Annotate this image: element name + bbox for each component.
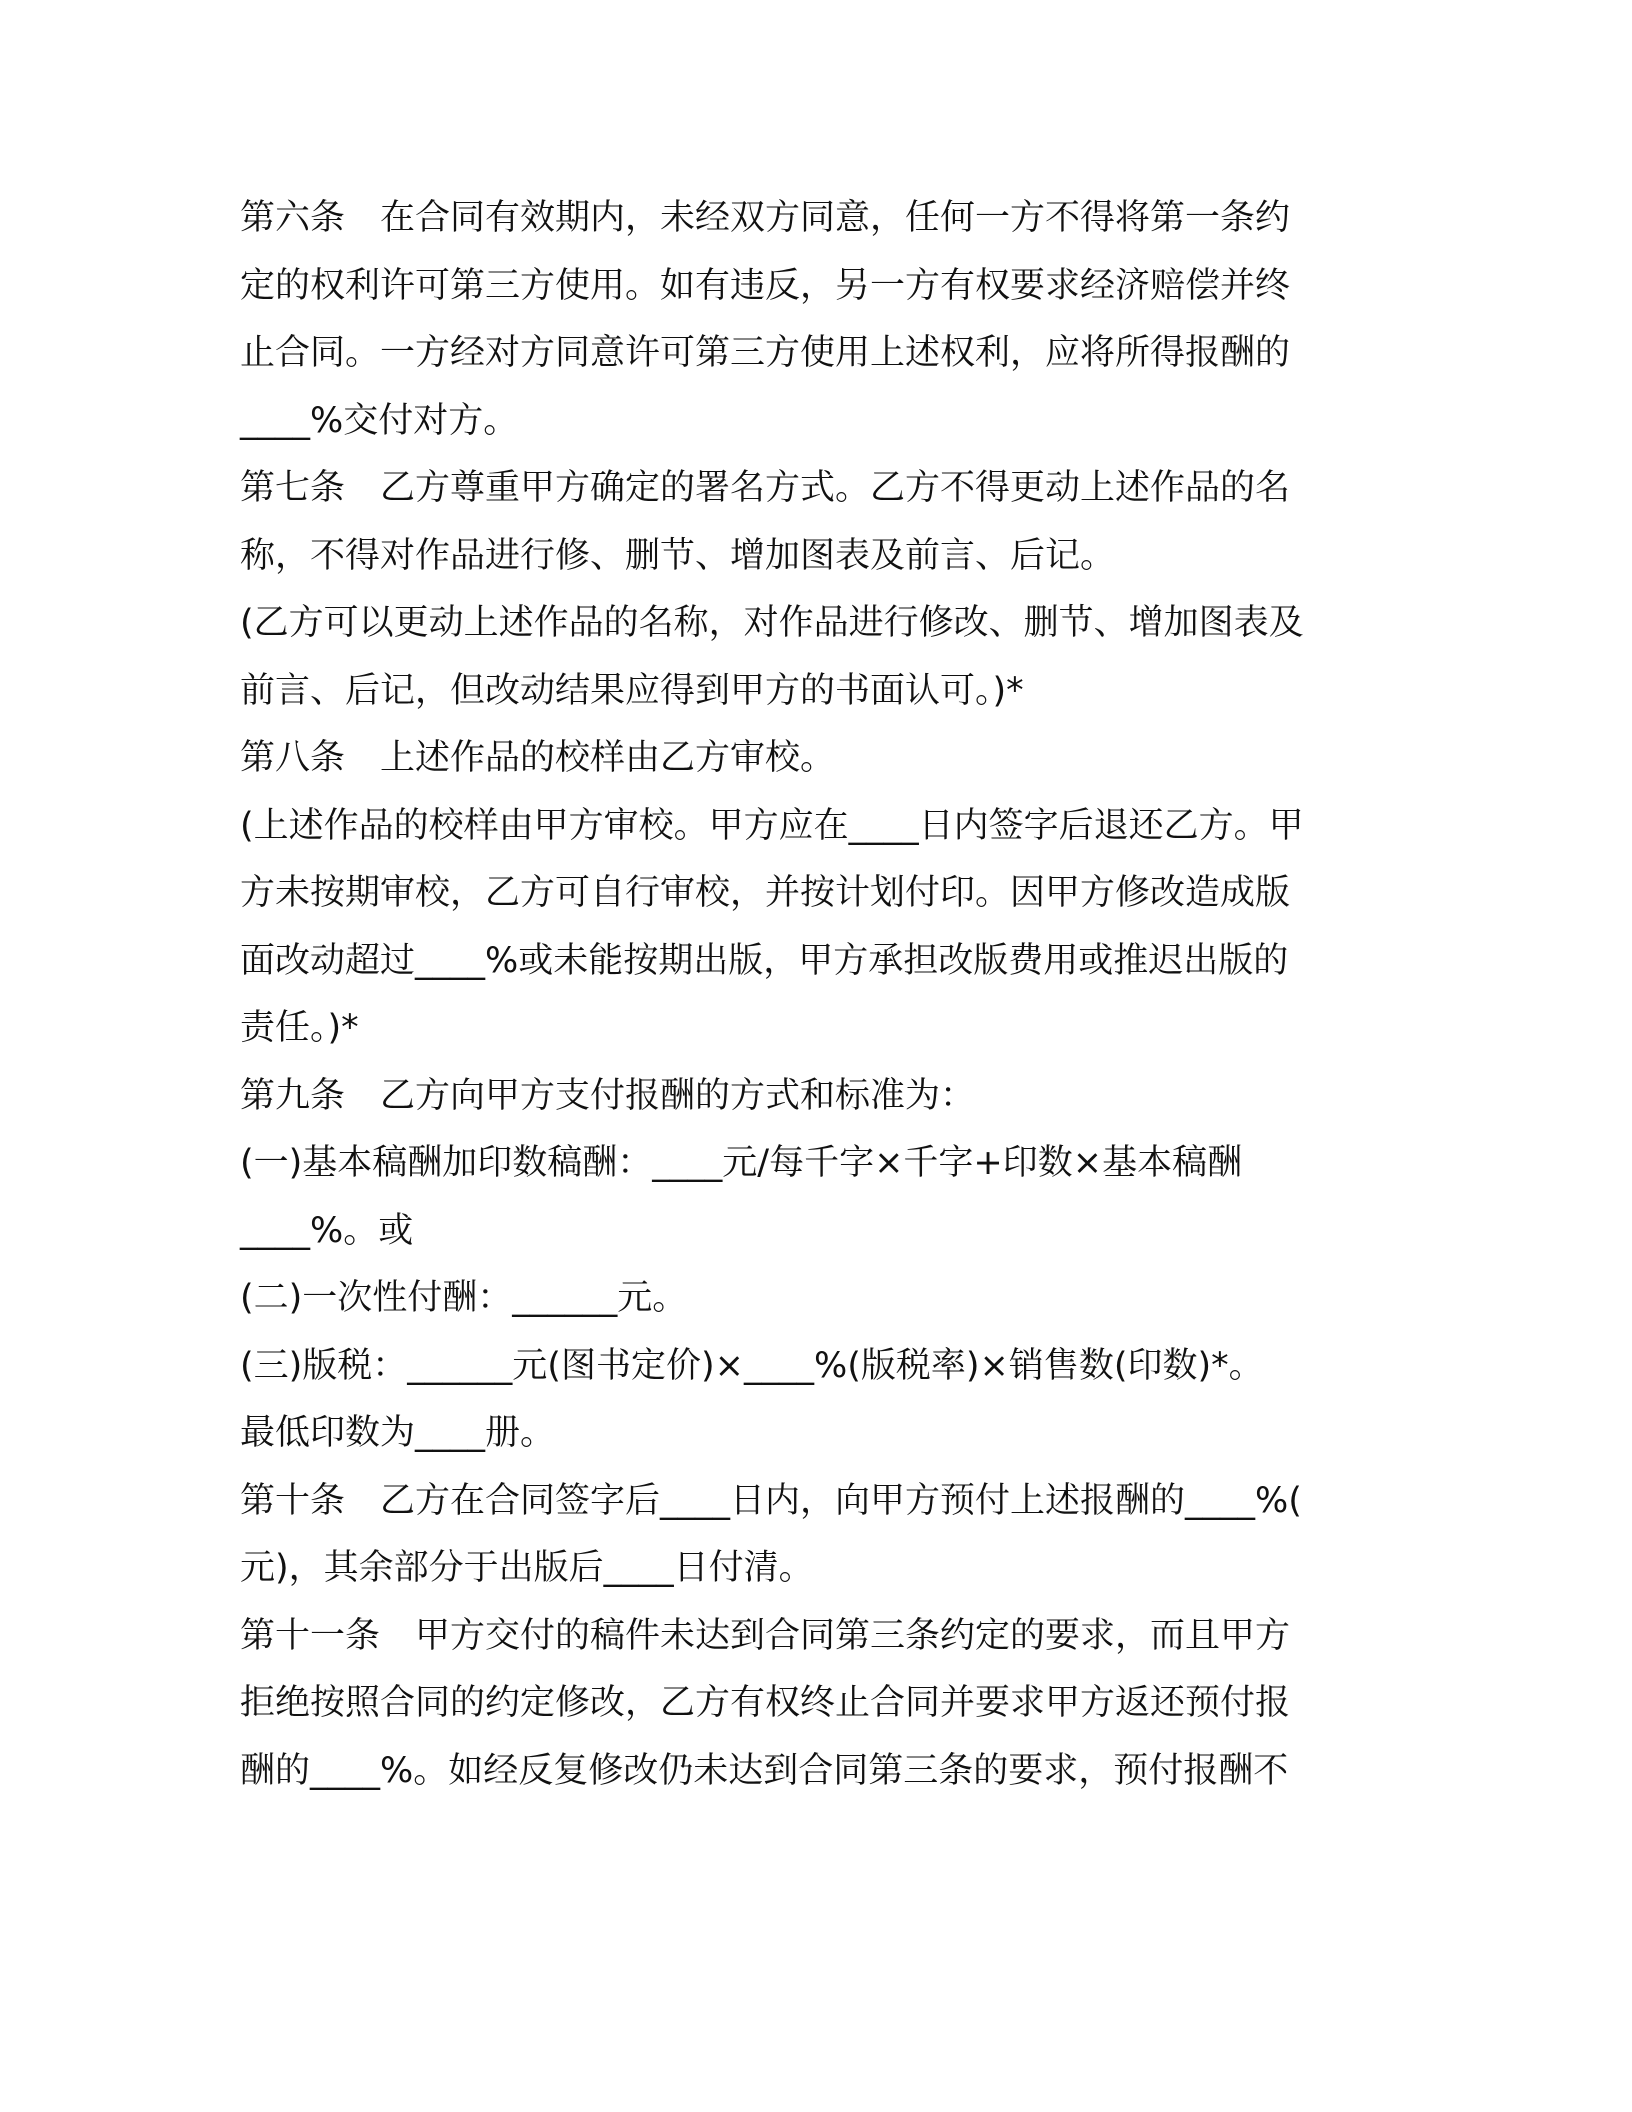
text-line: 最低印数为____册。 <box>240 1413 556 1453</box>
text-line: 酬的____%。如经反复修改仍未达到合同第三条的要求，预付报酬不 <box>240 1750 1289 1791</box>
text-line: (二)一次性付酬：______元。 <box>240 1278 688 1318</box>
text-line: 方未按期审校，乙方可自行审校，并按计划付印。因甲方修改造成版 <box>240 873 1291 913</box>
text-line: 第八条 上述作品的校样由乙方审校。 <box>240 738 836 778</box>
text-line: 元)，其余部分于出版后____日付清。 <box>240 1548 814 1588</box>
text-line: 第六条 在合同有效期内，未经双方同意，任何一方不得将第一条约 <box>240 198 1291 238</box>
text-line: (上述作品的校样由甲方审校。甲方应在____日内签字后退还乙方。甲 <box>240 805 1304 846</box>
text-line: 第十一条 甲方交付的稿件未达到合同第三条约定的要求，而且甲方 <box>240 1615 1291 1656</box>
text-line: ____%交付对方。 <box>240 400 519 441</box>
text-line: 面改动超过____%或未能按期出版，甲方承担改版费用或推迟出版的 <box>240 940 1289 981</box>
text-line: 第十条 乙方在合同签字后____日内，向甲方预付上述报酬的____%( <box>240 1480 1302 1521</box>
text-line: 责任。)* <box>240 1008 359 1048</box>
text-line: 第九条 乙方向甲方支付报酬的方式和标准为： <box>240 1075 976 1116</box>
text-line: (一)基本稿酬加印数稿酬：____元/每千字×千字+印数×基本稿酬 <box>240 1143 1243 1183</box>
text-line: 第七条 乙方尊重甲方确定的署名方式。乙方不得更动上述作品的名 <box>240 468 1291 508</box>
text-line: (三)版税：______元(图书定价)×____%(版税率)×销售数(印数)*。 <box>240 1345 1264 1386</box>
text-line: 拒绝按照合同的约定修改，乙方有权终止合同并要求甲方返还预付报 <box>240 1683 1291 1723</box>
text-line: ____%。或 <box>240 1210 414 1251</box>
text-line: 止合同。一方经对方同意许可第三方使用上述权利，应将所得报酬的 <box>240 333 1291 373</box>
text-line: 称，不得对作品进行修、删节、增加图表及前言、后记。 <box>240 535 1116 576</box>
text-line: 前言、后记，但改动结果应得到甲方的书面认可。)* <box>240 670 1024 711</box>
document-page <box>240 185 1390 1805</box>
text-line: 定的权利许可第三方使用。如有违反，另一方有权要求经济赔偿并终 <box>240 265 1291 306</box>
text-line: (乙方可以更动上述作品的名称，对作品进行修改、删节、增加图表及 <box>240 603 1304 643</box>
